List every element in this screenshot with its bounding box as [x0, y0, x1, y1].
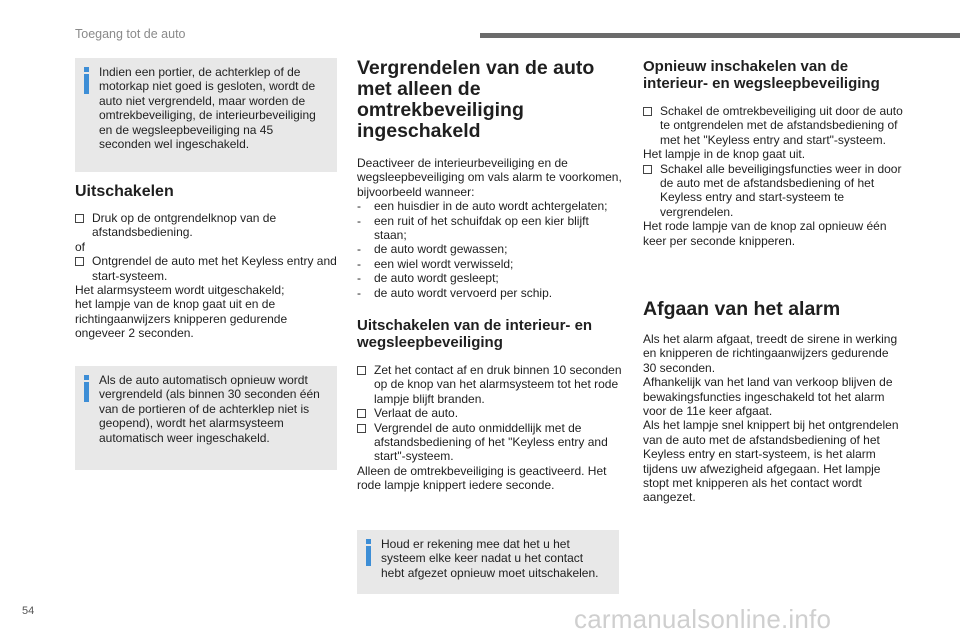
note-text: Indien een portier, de achterklep of de motorkap niet goed is gesloten, wordt de auto niet vergrendeld, maar worden de omtrekbeveiliging, de interieurbeveiliging en de wegsleepbeveiliging na 45 seconden wel ingeschakeld. — [99, 65, 316, 152]
checkbox-icon — [75, 214, 84, 223]
checkbox-icon — [357, 409, 366, 418]
checkbox-icon — [357, 366, 366, 375]
list-item: - de auto wordt gewassen; — [357, 242, 508, 257]
info-note-doors — [75, 58, 337, 172]
or-text: of — [75, 239, 86, 254]
section-alarm-triggered — [643, 299, 905, 505]
info-icon — [84, 375, 89, 402]
list-item: - een huisdier in de auto wordt achtergelaten; — [357, 199, 608, 214]
list-item: - een wiel wordt verwisseld; — [357, 256, 514, 271]
checkbox-icon — [643, 165, 652, 174]
intro-text: Deactiveer de interieurbeveiliging en de wegsleepbeveiliging om vals alarm te voorkomen, bijvoorbeeld wanneer: — [357, 156, 622, 199]
list-item: Schakel de omtrekbeveiliging uit door de auto te ontgrendelen met de afstandsbediening of met het "Keyless entry and start"-systeem. — [643, 104, 905, 147]
checkbox-icon — [75, 257, 84, 266]
header-bar — [480, 33, 960, 38]
checkbox-icon — [357, 424, 366, 433]
info-note-relock — [75, 366, 337, 470]
list-item: Vergrendel de auto onmiddellijk met de afstandsbediening of het "Keyless entry and start"-systeem. — [357, 421, 622, 464]
list-item: - de auto wordt vervoerd per schip. — [357, 285, 553, 300]
note-text: Als de auto automatisch opnieuw wordt vergrendeld (als binnen 30 seconden één van de portieren of de achterklep niet is geopend), wordt het alarmsysteem automatisch weer ingeschakeld. — [99, 373, 320, 445]
list-item: Ontgrendel de auto met het Keyless entry and start-systeem. — [75, 254, 337, 283]
body-text: Het alarmsysteem wordt uitgeschakeld; — [75, 283, 285, 298]
section-perimeter-lock — [357, 58, 622, 300]
list-item: Zet het contact af en druk binnen 10 seconden op de knop van het alarmsysteem tot het rode lampje blijft branden. — [357, 363, 622, 406]
section-deactivate-interior — [357, 317, 622, 493]
heading-deactivate-interior: Uitschakelen van de interieur- en wegsleepbeveiliging — [357, 317, 593, 351]
info-note-ignition — [357, 530, 619, 594]
section-deactivate — [75, 182, 337, 341]
body-text: Alleen de omtrekbeveiliging is geactiveerd. Het rode lampje knippert iedere seconde. — [357, 463, 607, 493]
heading-perimeter-lock: Vergrendelen van de auto met alleen de omtrekbeveiliging ingeschakeld — [357, 57, 595, 142]
list-item: Druk op de ontgrendelknop van de afstandsbediening. — [75, 211, 337, 240]
heading-reactivate: Opnieuw inschakelen van de interieur- en wegsleepbeveiliging — [643, 58, 880, 92]
checkbox-icon — [643, 107, 652, 116]
list-item: Verlaat de auto. — [357, 406, 622, 420]
info-icon — [84, 67, 89, 94]
watermark: carmanualsonline.info — [574, 604, 832, 634]
body-text: Als het lampje snel knippert bij het ontgrendelen van de auto met de afstandsbediening of het Keyless entry en start-systeem, is het alarm tijdens uw afwezigheid afgegaan. Het lampje stopt met knipperen als het contact wordt aangezet. — [643, 418, 899, 505]
body-text: Het rode lampje van de knop zal opnieuw één keer per seconde knipperen. — [643, 219, 887, 248]
body-text: Het lampje in de knop gaat uit. — [643, 147, 806, 162]
heading-alarm-triggered: Afgaan van het alarm — [643, 298, 841, 320]
section-title: Toegang tot de auto — [75, 27, 186, 41]
section-reactivate — [643, 58, 905, 248]
body-text: Afhankelijk van het land van verkoop blijven de bewakingsfuncties ingeschakeld tot het alarm voor de 11e keer afgaat. — [643, 375, 893, 419]
body-text: het lampje van de knop gaat uit en de richtingaanwijzers knipperen gedurende ongeveer 2 seconden. — [75, 297, 288, 341]
info-icon — [366, 539, 371, 566]
list-item: - een ruit of het schuifdak op een kier blijft staan; — [357, 213, 589, 243]
heading-deactivate: Uitschakelen — [75, 183, 174, 200]
list-item: - de auto wordt gesleept; — [357, 271, 499, 286]
body-text: Als het alarm afgaat, treedt de sirene in werking en knipperen de richtingaanwijzers gedurende 30 seconden. — [643, 332, 898, 375]
note-text: Houd er rekening mee dat het u het systeem elke keer nadat u het contact hebt afgezet opnieuw moet uitschakelen. — [381, 537, 599, 580]
page-number: 54 — [22, 605, 35, 617]
list-item: Schakel alle beveiligingsfuncties weer in door de auto met de afstandsbediening of het Keyless entry and start-systeem te vergrendelen. — [643, 162, 905, 220]
